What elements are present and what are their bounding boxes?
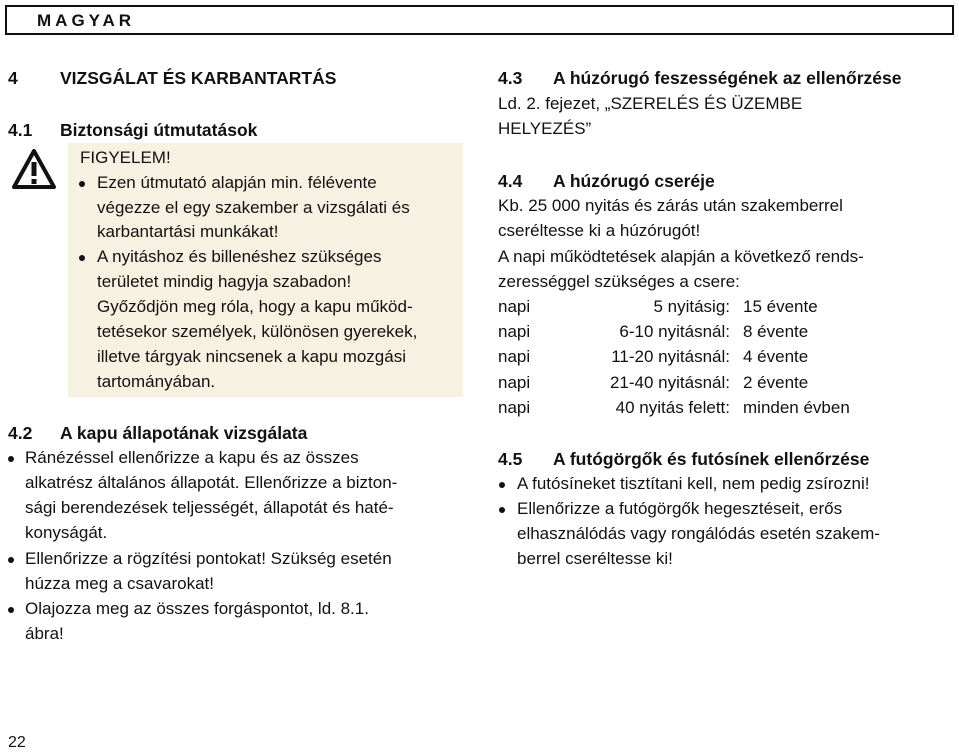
language-header-bar: [5, 5, 954, 35]
body-line: berrel cseréltesse ki!: [517, 549, 673, 568]
table-cell: napi: [498, 322, 531, 341]
table-cell: napi: [498, 373, 531, 392]
body-line: Ellenőrizze a futógörgők hegesztéseit, erős: [517, 499, 843, 518]
table-cell: napi: [498, 398, 531, 417]
section-4-5-heading: [498, 449, 869, 470]
section-4-4-title: A húzórugó cseréje: [553, 171, 715, 191]
table-cell: 11-20 nyitásnál:: [611, 347, 730, 366]
body-line: cseréltesse ki a húzórugót!: [498, 221, 701, 240]
table-cell: 2 évente: [743, 373, 809, 392]
table-cell: 5 nyitásig:: [653, 297, 730, 316]
bullet: [79, 255, 85, 261]
section-4-3-number: 4.3: [498, 68, 523, 88]
body-line: A futósíneket tisztítani kell, nem pedig zsírozni!: [517, 474, 870, 493]
table-cell: napi: [498, 297, 531, 316]
body-line: A napi működtetések alapján a következő rends-: [498, 247, 864, 266]
section-4-3-heading: [498, 68, 902, 89]
body-line: Ránézéssel ellenőrizze a kapu és az összes: [25, 448, 359, 467]
section-4-3-title: A húzórugó feszességének az ellenőrzése: [553, 68, 902, 88]
warning-line: karbantartási munkákat!: [97, 222, 279, 241]
section-4-2-number: 4.2: [8, 423, 33, 443]
warning-line: tetésekor személyek, különösen gyerekek,: [97, 322, 418, 341]
body-line: alkatrész általános állapotát. Ellenőrizze a bizton-: [25, 473, 398, 492]
language-label: MAGYAR: [37, 11, 135, 30]
warning-line: Győződjön meg róla, hogy a kapu működ-: [97, 297, 413, 316]
body-line: sági berendezések teljességét, állapotát és haté-: [25, 498, 394, 517]
table-cell: minden évben: [743, 398, 850, 417]
body-line: HELYEZÉS”: [498, 119, 592, 138]
warning-line: területet mindig hagyja szabadon!: [97, 272, 352, 291]
bullet: [79, 181, 85, 187]
table-cell: 6-10 nyitásnál:: [619, 322, 730, 341]
bullet: [499, 507, 505, 513]
table-cell: napi: [498, 347, 531, 366]
warning-line: tartományában.: [97, 372, 216, 391]
section-4-4-number: 4.4: [498, 171, 523, 191]
body-line: húzza meg a csavarokat!: [25, 574, 214, 593]
section-4-2-title: A kapu állapotának vizsgálata: [60, 423, 308, 443]
bullet: [499, 482, 505, 488]
section-4-number: 4: [8, 68, 18, 88]
section-4-heading: [8, 68, 336, 89]
section-4-4-heading: [498, 171, 715, 192]
section-4-2-heading: [8, 423, 307, 444]
body-line: Ld. 2. fejezet, „SZERELÉS ÉS ÜZEMBE: [498, 94, 803, 113]
warning-triangle-icon: [11, 148, 57, 190]
body-line: konyságát.: [25, 523, 108, 542]
section-4-5-number: 4.5: [498, 449, 523, 469]
section-4-1-title: Biztonsági útmutatások: [60, 120, 258, 140]
table-cell: 4 évente: [743, 347, 809, 366]
bullet: [8, 607, 14, 613]
warning-line: végezze el egy szakember a vizsgálati és: [97, 198, 410, 217]
section-4-1-heading: [8, 120, 257, 141]
body-line: Ellenőrizze a rögzítési pontokat! Szükség esetén: [25, 549, 392, 568]
bullet: [8, 456, 14, 462]
section-4-1-number: 4.1: [8, 120, 33, 140]
section-4-5-title: A futógörgők és futósínek ellenőrzése: [553, 449, 870, 469]
body-line: Olajozza meg az összes forgáspontot, ld. 8.1.: [25, 599, 369, 618]
table-cell: 40 nyitás felett:: [615, 398, 730, 417]
table-cell: 21-40 nyitásnál:: [609, 373, 730, 392]
bullet: [8, 557, 14, 563]
body-line: Kb. 25 000 nyitás és zárás után szakemberrel: [498, 196, 843, 215]
body-line: elhasználódás vagy rongálódás esetén szakem-: [517, 524, 880, 543]
section-4-title: VIZSGÁLAT ÉS KARBANTARTÁS: [60, 68, 337, 88]
body-line: zerességgel szükséges a csere:: [498, 272, 740, 291]
warning-line: A nyitáshoz és billenéshez szükséges: [97, 247, 382, 266]
warning-line: Ezen útmutató alapján min. félévente: [97, 173, 377, 192]
page-number: 22: [8, 734, 26, 751]
body-line: ábra!: [25, 624, 64, 643]
warning-title: FIGYELEM!: [80, 148, 171, 167]
table-cell: 8 évente: [743, 322, 809, 341]
warning-line: illetve tárgyak nincsenek a kapu mozgási: [97, 347, 406, 366]
table-cell: 15 évente: [743, 297, 818, 316]
